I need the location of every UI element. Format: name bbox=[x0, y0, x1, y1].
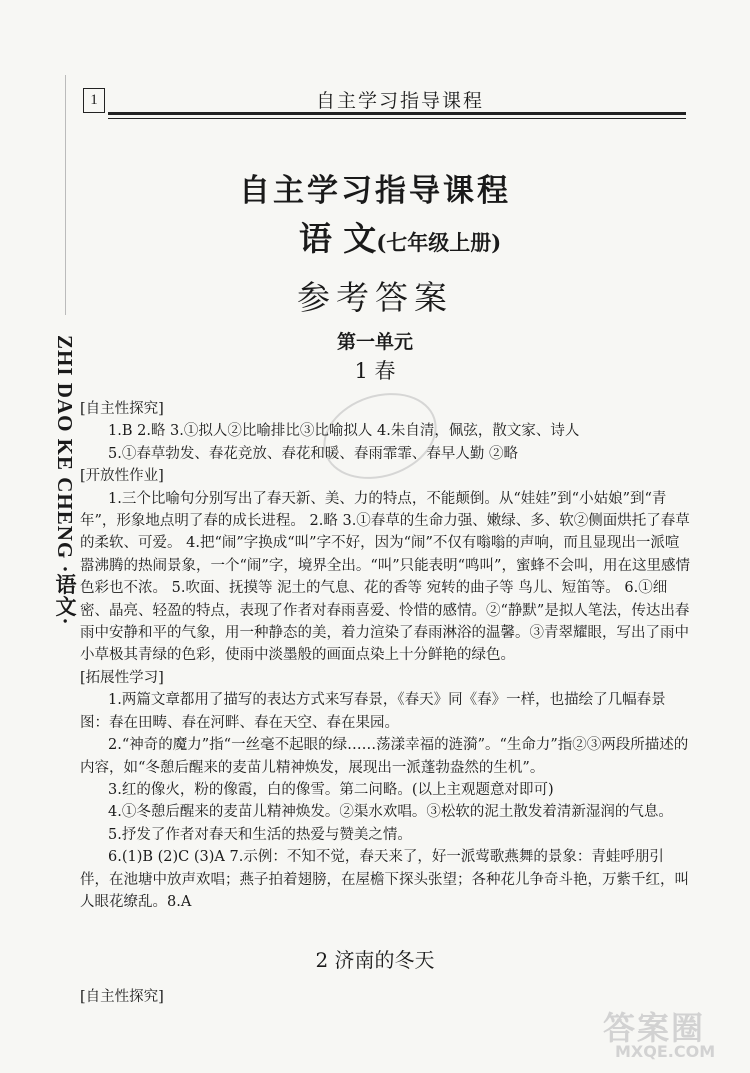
unit-title: 第一单元 bbox=[336, 331, 413, 353]
answer-paragraph: 2.“神奇的魔力”指“一丝毫不起眼的绿……荡漾幸福的涟漪”。“生命力”指②③两段所描述的内容，如“冬憩后醒来的麦苗儿精神焕发，展现出一派蓬勃盎然的生机”。 bbox=[80, 737, 689, 776]
answer-paragraph: 5.①春草勃发、春花竞放、春花和暖、春雨霏霏、春早人勤 ②略 bbox=[108, 445, 518, 462]
section-heading: [自主性探究] bbox=[80, 989, 164, 1005]
grade-label: (七年级上册) bbox=[376, 230, 502, 255]
lesson-2-title: 2 济南的冬天 bbox=[315, 948, 435, 972]
section-self-inquiry bbox=[80, 398, 690, 465]
header-rule-thick bbox=[108, 112, 686, 115]
answer-paragraph: 3.红的像火，粉的像霞，白的像雪。第二问略。(以上主观题意对即可) bbox=[108, 781, 554, 798]
watermark-logo: 答案圈 bbox=[603, 1009, 706, 1047]
section-open-homework bbox=[80, 465, 690, 667]
section-heading: [开放性作业] bbox=[80, 468, 164, 485]
answer-paragraph: 1.B 2.略 3.①拟人②比喻排比③比喻拟人 4.朱自清，佩弦，散文家、诗人 bbox=[108, 423, 580, 440]
answer-paragraph: 1.两篇文章都用了描写的表达方式来写春景，《春天》同《春》一样，也描绘了几幅春景图：春在田畴、春在河畔、春在天空、春在果园。 bbox=[80, 692, 666, 731]
answer-paragraph: 6.(1)B (2)C (3)A 7.示例：不知不觉，春天来了，好一派莺歌燕舞的景象：青蛙呼朋引伴，在池塘中放声欢唱；燕子拍着翅膀，在屋檐下探头张望；各种花儿争奇斗艳，万紫千红，叫人眼花缭乱。8.A bbox=[80, 849, 689, 910]
subject-title bbox=[200, 213, 600, 260]
answer-paragraph: 1.三个比喻句分别写出了春天新、美、力的特点，不能颠倒。从“娃娃”到“小姑娘”到“青年”，形象地点明了春的成长进程。 2.略 3.①春草的生命力强、嫩绿、多、软②侧面烘托了春草的柔软、可爱。 4.把“闹”字换成“叫”字不好，因为“闹”不仅有嗡嗡的声响，而且显现出一派喧嚣沸腾的热闹景象，一个“闹”字，境界全出。“叫”只能表明“鸣叫”，蜜蜂不会叫，用在这里感情色彩也不浓。 5.吹面、抚摸等 泥土的气息、花的香等 宛转的曲子等 鸟儿、短笛等。 6.①细密、晶亮、轻盈的特点，表现了作者对春雨喜爱、怜惜的感情。②“静默”是拟人笔法，传达出春雨中安静和平的气象，用一种静态的美，着力渲染了春雨淋浴的温馨。③青翠耀眼，写出了雨中小草极其青绿的色彩，使雨中淡墨般的画面点染上十分鲜艳的绿色。 bbox=[80, 490, 690, 664]
watermark-url: MXQE.COM bbox=[615, 1042, 716, 1061]
section-extended-learning bbox=[80, 667, 690, 913]
lesson-1-title: 1 春 bbox=[354, 359, 396, 383]
answer-paragraph: 4.①冬憩后醒来的麦苗儿精神焕发。②渠水欢唱。③松软的泥土散发着清新湿润的气息。 bbox=[108, 804, 673, 821]
section-heading: [自主性探究] bbox=[80, 401, 164, 417]
page-number: 1 bbox=[83, 88, 105, 113]
section-heading: [拓展性学习] bbox=[80, 669, 164, 686]
answers-title: 参考答案 bbox=[297, 278, 453, 317]
answer-body bbox=[80, 398, 690, 913]
side-vertical-text: ZHI DAO KE CHENG ·语文· bbox=[53, 335, 77, 626]
answer-paragraph: 5.抒发了作者对春天和生活的热爱与赞美之情。 bbox=[108, 826, 412, 843]
header-rule-thin bbox=[108, 118, 686, 119]
running-title: 自主学习指导课程 bbox=[315, 90, 484, 112]
subject-name: 语 文 bbox=[298, 219, 377, 258]
course-title: 自主学习指导课程 bbox=[239, 173, 511, 209]
